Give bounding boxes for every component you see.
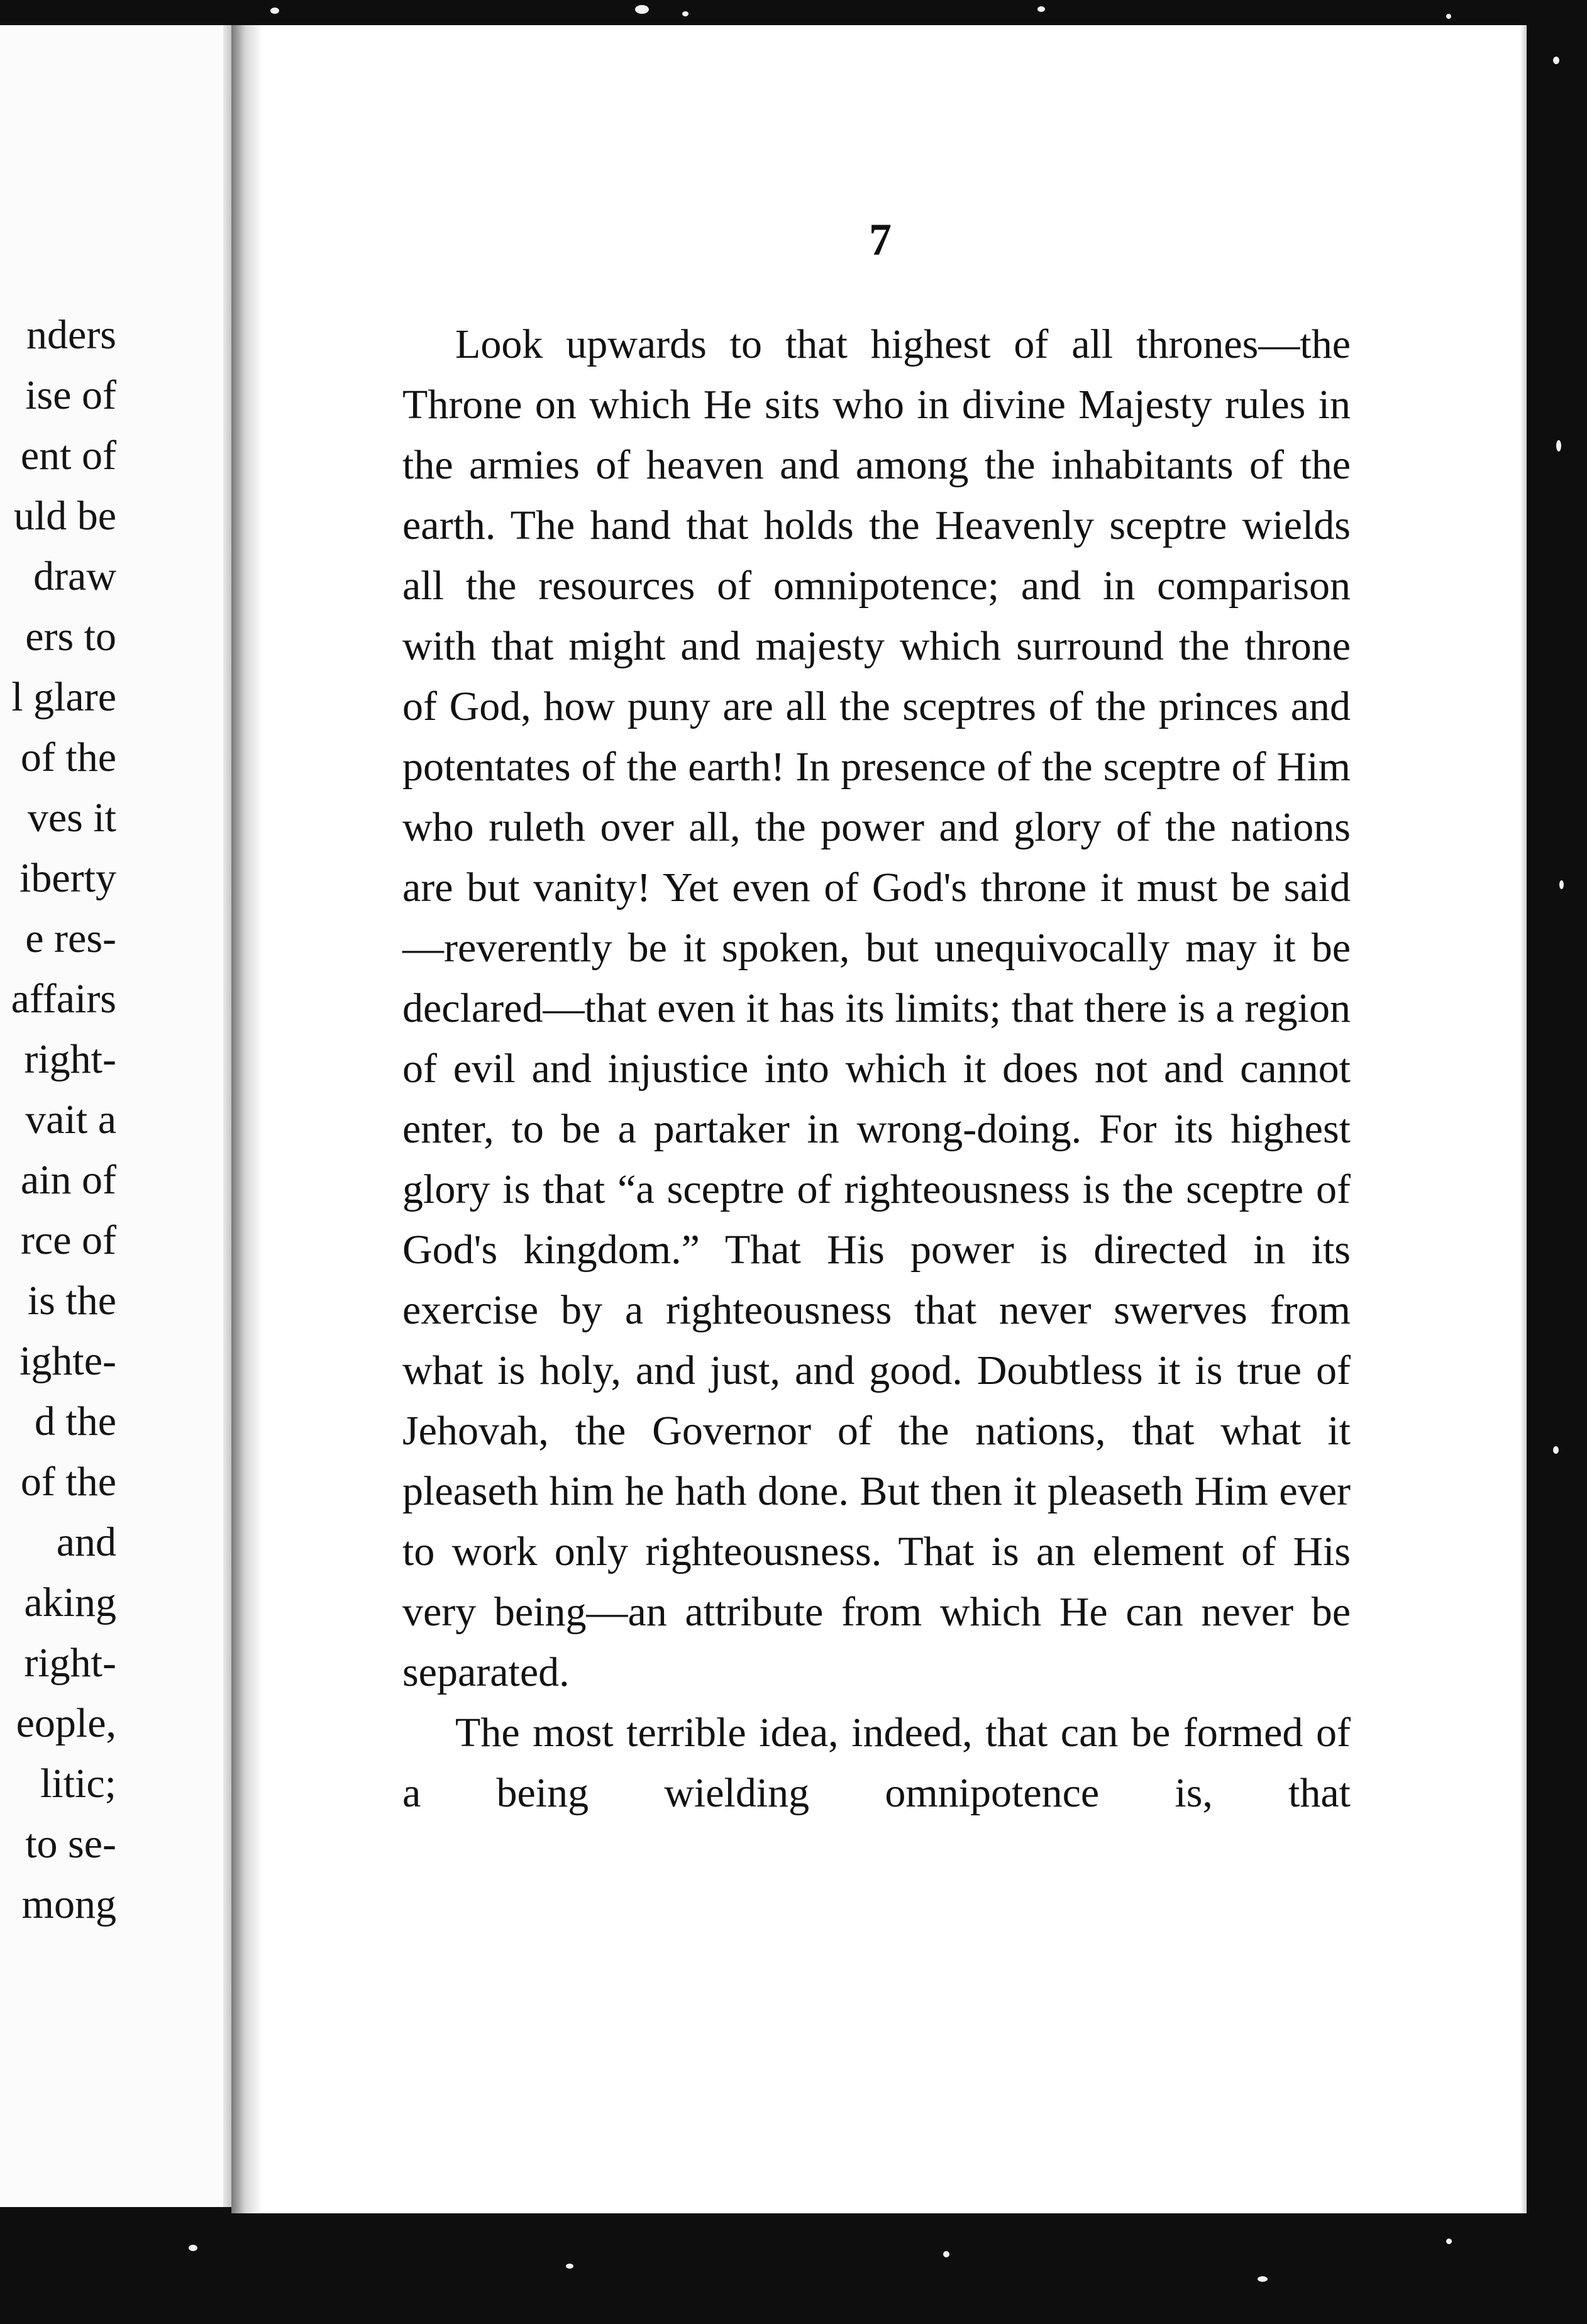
left-line: affairs [11, 976, 116, 1022]
left-line: and [56, 1519, 116, 1565]
left-line: iberty [19, 855, 116, 901]
left-line: e res- [25, 916, 116, 961]
left-line: ent of [20, 433, 116, 479]
left-line: ain of [20, 1157, 116, 1203]
left-line: is the [27, 1278, 116, 1324]
left-line: rce of [20, 1217, 116, 1263]
left-facing-page [0, 25, 242, 2207]
left-line: aking [24, 1580, 116, 1625]
page-body [402, 314, 1351, 1823]
left-line: nders [26, 312, 116, 358]
left-line: draw [33, 553, 116, 599]
left-page-text [11, 305, 116, 1935]
left-line: ighte- [19, 1338, 116, 1384]
left-line: vait a [25, 1097, 116, 1143]
left-line: to se- [25, 1821, 116, 1867]
book-page [231, 25, 1527, 2213]
left-line: litic; [40, 1761, 116, 1807]
left-line: ise of [25, 372, 116, 418]
paragraph: Look upwards to that highest of all thrones—the Throne on which He sits who in divine Majesty rules in the armies of heaven and among the inhabitants of the earth. The hand that holds the Heavenly sceptre wields all the resources of omnipotence; and in comparison with that might and majesty which surround the throne of God, how puny are all the sceptres of the princes and potentates of the earth! In presence of the sceptre of Him who ruleth over all, the power and glory of the nations are but vanity! Yet even of God's throne it must be said—reverently be it spoken, but unequivocally may it be declared—that even it has its limits; that there is a region of evil and injustice into which it does not and cannot enter, to be a partaker in wrong-doing. For its highest glory is that “a sceptre of righteousness is the sceptre of God's kingdom.” That His power is directed in its exercise by a righteousness that never swerves from what is holy, and just, and good. Doubtless it is true of Jehovah, the Governor of the nations, that what it pleaseth him he hath done. But then it pleaseth Him ever to work only righteousness. That is an element of His very being—an attribute from which He can never be separated. [402, 321, 1351, 1695]
paragraph: The most terrible idea, indeed, that can be formed of a being wielding omnipotence is, that [402, 1710, 1351, 1816]
page-edge [1520, 25, 1527, 2213]
left-line: mong [21, 1881, 116, 1927]
left-line: right- [24, 1640, 116, 1686]
left-line: right- [24, 1036, 116, 1082]
left-line: ves it [27, 795, 116, 841]
left-line: uld be [13, 493, 116, 539]
left-line: l glare [11, 674, 116, 720]
left-line: of the [20, 1459, 116, 1505]
left-line: d the [34, 1398, 116, 1444]
left-line: of the [20, 734, 116, 780]
left-line: ers to [25, 614, 116, 660]
left-line: eople, [16, 1700, 116, 1746]
page-number: 7 [869, 214, 892, 265]
